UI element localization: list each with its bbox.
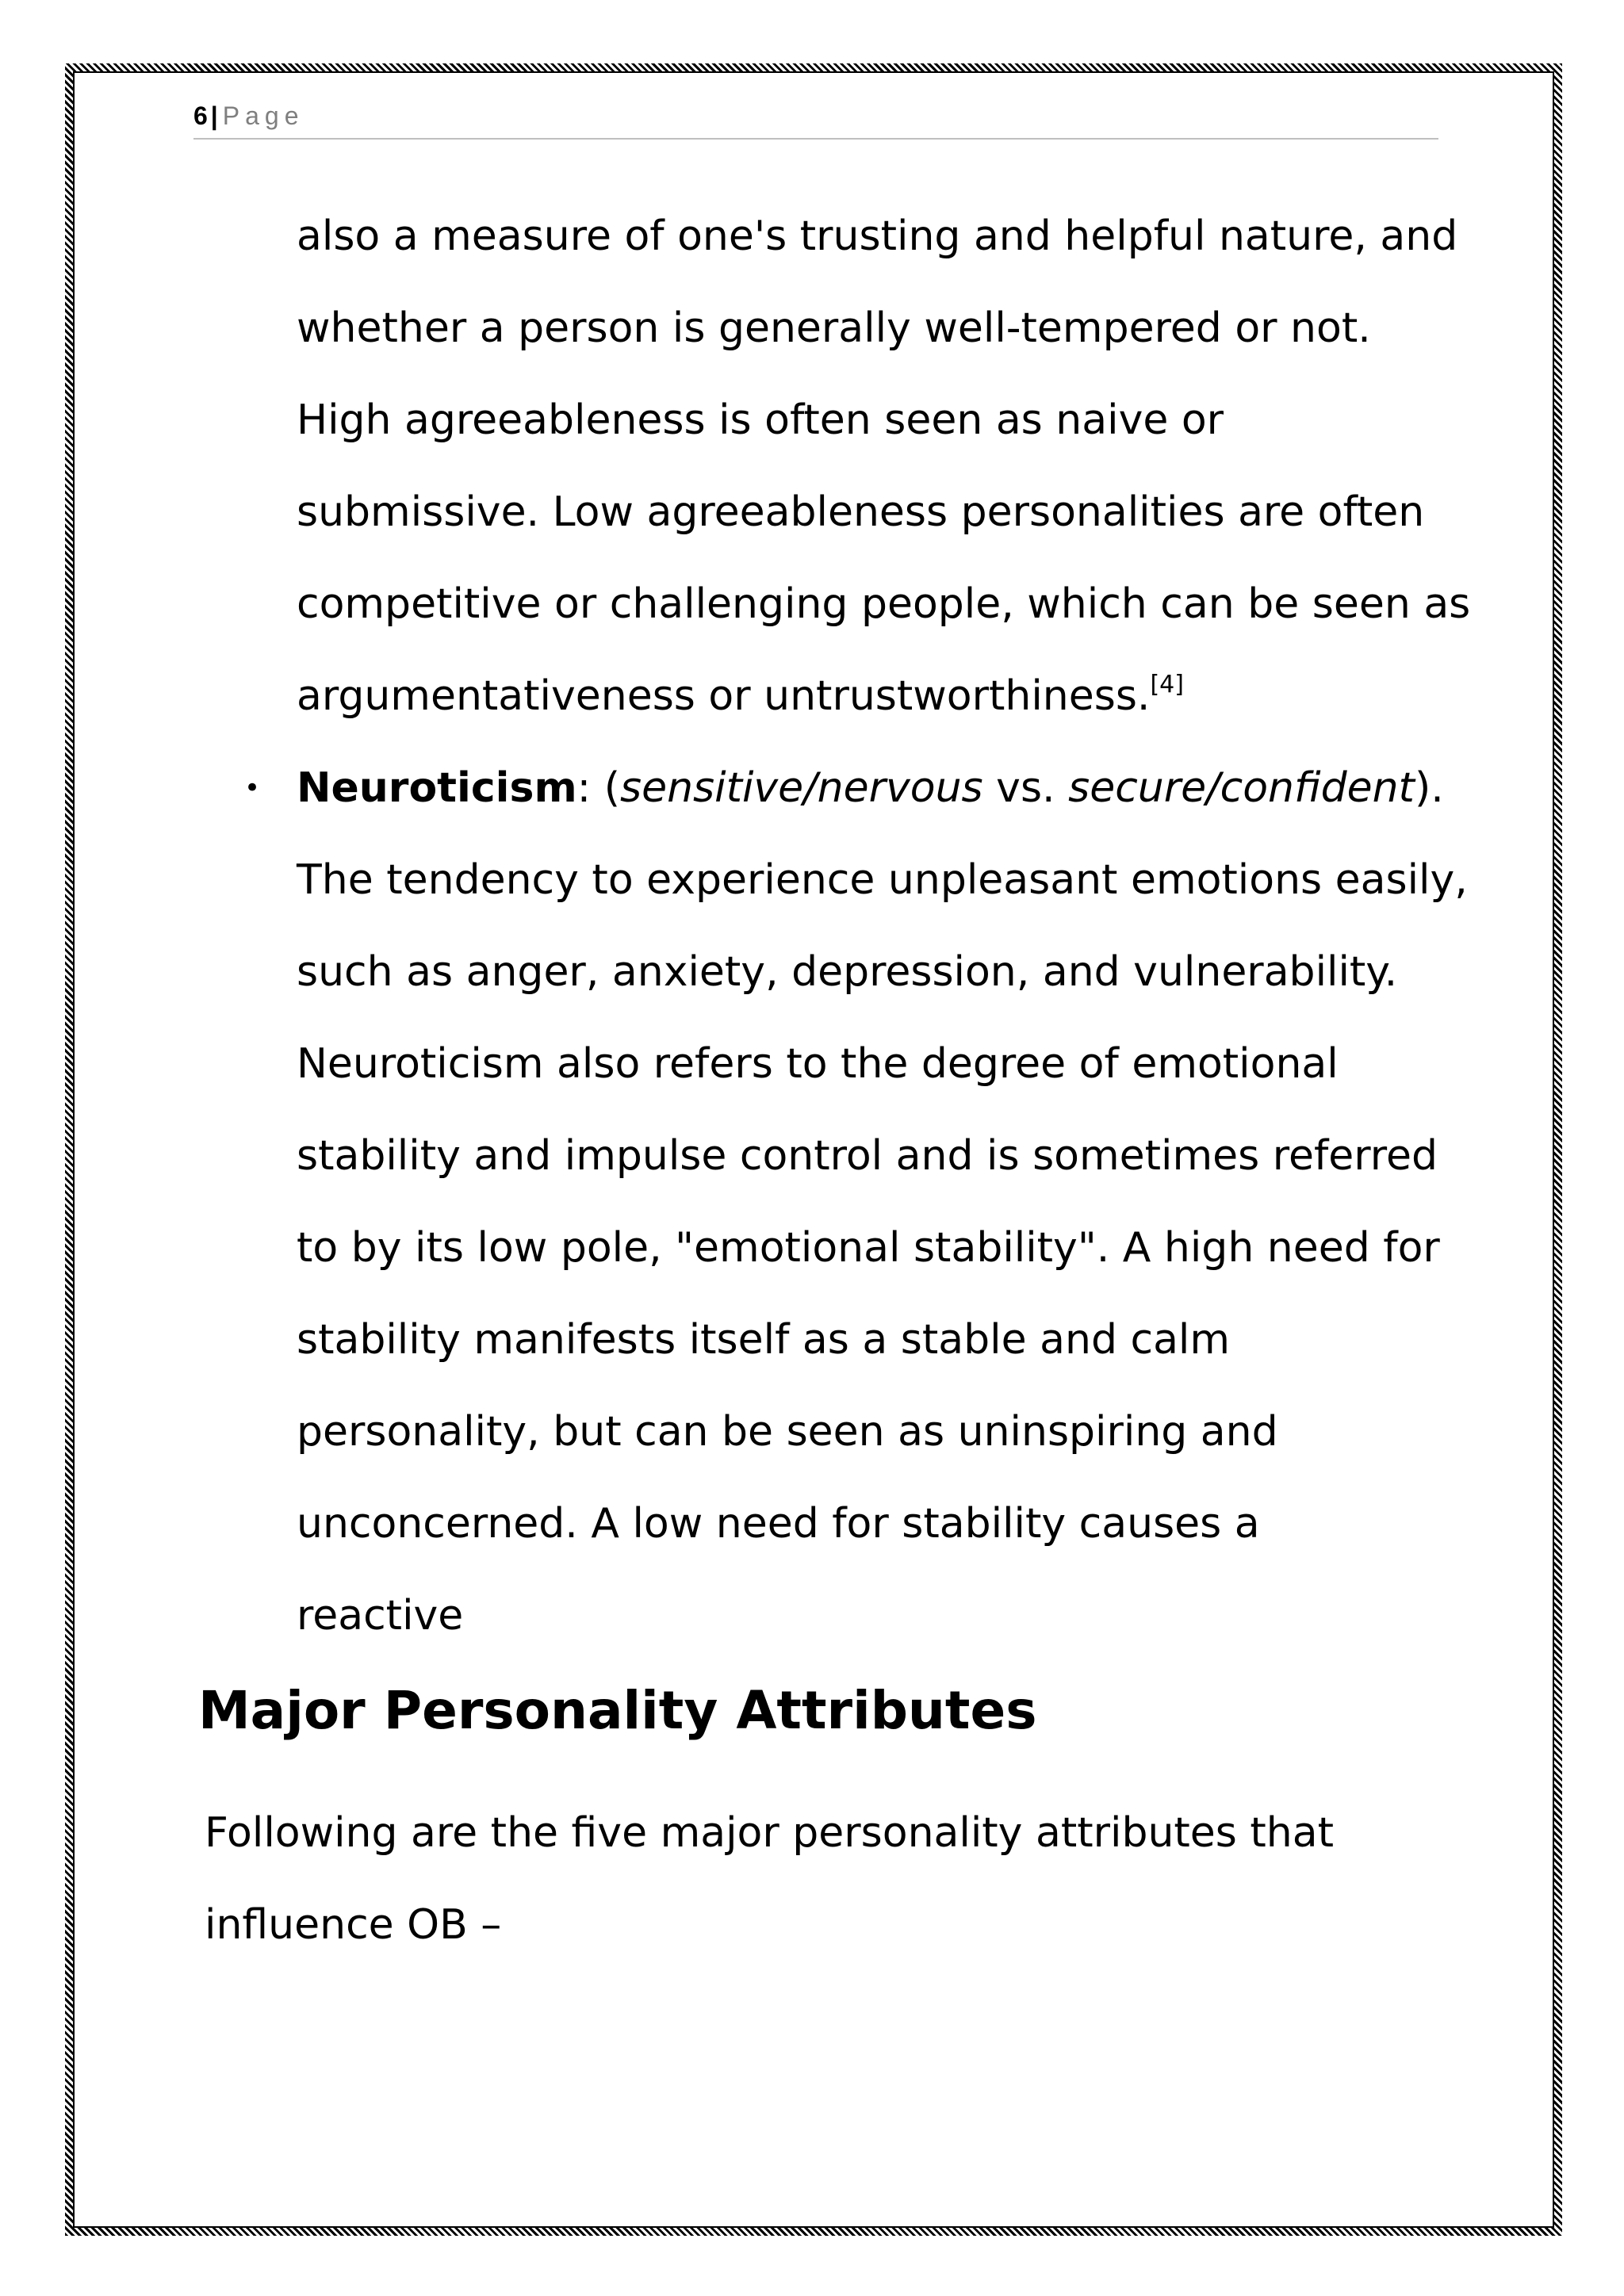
text-line: personality, but can be seen as uninspiring and — [297, 1408, 1278, 1456]
page-header — [193, 97, 1438, 140]
text-span: argumentativeness or untrustworthiness. — [297, 672, 1151, 720]
text-line: Following are the five major personality attributes that — [205, 1809, 1335, 1857]
vs-text: vs. — [982, 764, 1069, 812]
text-line: stability and impulse control and is sometimes referred — [297, 1132, 1438, 1180]
text-line: submissive. Low agreeableness personalities are often — [297, 488, 1425, 536]
text-line: influence OB – — [205, 1901, 502, 1949]
term-neuroticism: Neuroticism — [297, 764, 577, 812]
section-paragraph — [205, 1787, 1442, 1971]
body-text — [244, 190, 1471, 1662]
section-heading: Major Personality Attributes — [198, 1680, 1037, 1741]
text-line: reactive — [297, 1592, 464, 1640]
pole-secure: secure/confident — [1068, 764, 1415, 812]
text-line: competitive or challenging people, which can be seen as — [297, 580, 1471, 628]
text-line: to by its low pole, "emotional stability". A high need for — [297, 1224, 1440, 1272]
citation-link[interactable]: [4] — [1150, 671, 1184, 698]
text-line: unconcerned. A low need for stability causes a — [297, 1500, 1260, 1548]
text-line: High agreeableness is often seen as naive or — [297, 396, 1224, 444]
text-line-with-citation — [297, 650, 1462, 742]
text-line: Neuroticism also refers to the degree of emotional — [297, 1040, 1339, 1088]
text-line: whether a person is generally well-tempered or not. — [297, 304, 1371, 352]
text-line: also a measure of one's trusting and helpful nature, and — [297, 212, 1458, 260]
pole-sensitive: sensitive/nervous — [619, 764, 983, 812]
close-paren: ). — [1414, 764, 1444, 812]
text-line: such as anger, anxiety, depression, and vulnerability. — [297, 948, 1398, 996]
page-label: Page — [222, 101, 304, 130]
page-separator: | — [210, 101, 218, 130]
text-line: stability manifests itself as a stable and calm — [297, 1316, 1231, 1364]
bullet-icon: • — [244, 772, 261, 804]
page-number: 6 — [193, 101, 208, 130]
term-colon: : ( — [576, 764, 620, 812]
text-line: The tendency to experience unpleasant emotions easily, — [297, 856, 1468, 904]
bullet-item-neuroticism — [244, 742, 1462, 834]
